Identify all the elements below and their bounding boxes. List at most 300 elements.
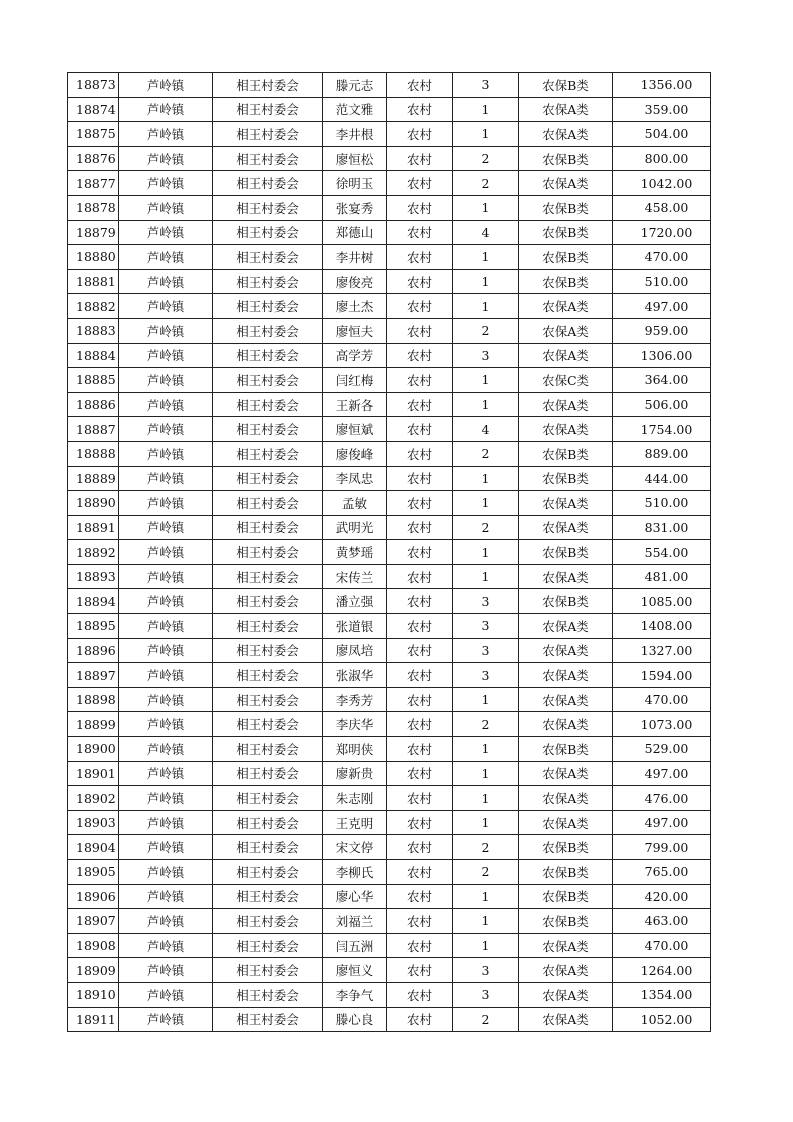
row-id-cell: 18911 — [68, 1007, 119, 1032]
town-cell: 芦岭镇 — [119, 860, 213, 885]
amount-cell: 510.00 — [613, 491, 711, 516]
household-count-cell: 1 — [453, 687, 519, 712]
amount-cell: 470.00 — [613, 687, 711, 712]
household-count-cell: 3 — [453, 982, 519, 1007]
amount-cell: 1073.00 — [613, 712, 711, 737]
town-cell: 芦岭镇 — [119, 638, 213, 663]
insurance-category-cell: 农保A类 — [519, 786, 613, 811]
amount-cell: 497.00 — [613, 294, 711, 319]
area-type-cell: 农村 — [387, 441, 453, 466]
village-committee-cell: 相王村委会 — [213, 614, 323, 639]
area-type-cell: 农村 — [387, 417, 453, 442]
household-count-cell: 3 — [453, 638, 519, 663]
household-count-cell: 1 — [453, 933, 519, 958]
row-id-cell: 18898 — [68, 687, 119, 712]
person-name-cell: 李秀芳 — [323, 687, 387, 712]
household-count-cell: 1 — [453, 786, 519, 811]
area-type-cell: 农村 — [387, 245, 453, 270]
village-committee-cell: 相王村委会 — [213, 786, 323, 811]
town-cell: 芦岭镇 — [119, 515, 213, 540]
village-committee-cell: 相王村委会 — [213, 958, 323, 983]
person-name-cell: 刘福兰 — [323, 909, 387, 934]
amount-cell: 1042.00 — [613, 171, 711, 196]
table-row — [68, 441, 711, 466]
person-name-cell: 滕元志 — [323, 73, 387, 98]
village-committee-cell: 相王村委会 — [213, 491, 323, 516]
amount-cell: 1754.00 — [613, 417, 711, 442]
table-row — [68, 638, 711, 663]
table-row — [68, 466, 711, 491]
household-count-cell: 1 — [453, 122, 519, 147]
insurance-category-cell: 农保A类 — [519, 1007, 613, 1032]
town-cell: 芦岭镇 — [119, 909, 213, 934]
town-cell: 芦岭镇 — [119, 687, 213, 712]
household-count-cell: 3 — [453, 343, 519, 368]
person-name-cell: 王新各 — [323, 392, 387, 417]
row-id-cell: 18874 — [68, 97, 119, 122]
household-count-cell: 2 — [453, 318, 519, 343]
person-name-cell: 郑德山 — [323, 220, 387, 245]
person-name-cell: 李井树 — [323, 245, 387, 270]
person-name-cell: 郑明侠 — [323, 737, 387, 762]
area-type-cell: 农村 — [387, 318, 453, 343]
table-row — [68, 318, 711, 343]
row-id-cell: 18902 — [68, 786, 119, 811]
insurance-category-cell: 农保A类 — [519, 638, 613, 663]
person-name-cell: 廖土杰 — [323, 294, 387, 319]
amount-cell: 1327.00 — [613, 638, 711, 663]
village-committee-cell: 相王村委会 — [213, 417, 323, 442]
area-type-cell: 农村 — [387, 810, 453, 835]
household-count-cell: 2 — [453, 712, 519, 737]
table-row — [68, 589, 711, 614]
area-type-cell: 农村 — [387, 220, 453, 245]
amount-cell: 504.00 — [613, 122, 711, 147]
row-id-cell: 18906 — [68, 884, 119, 909]
insurance-category-cell: 农保A类 — [519, 614, 613, 639]
amount-cell: 1052.00 — [613, 1007, 711, 1032]
area-type-cell: 农村 — [387, 761, 453, 786]
insurance-category-cell: 农保A类 — [519, 97, 613, 122]
town-cell: 芦岭镇 — [119, 294, 213, 319]
village-committee-cell: 相王村委会 — [213, 392, 323, 417]
area-type-cell: 农村 — [387, 269, 453, 294]
row-id-cell: 18883 — [68, 318, 119, 343]
table-row — [68, 417, 711, 442]
table-row — [68, 491, 711, 516]
town-cell: 芦岭镇 — [119, 441, 213, 466]
area-type-cell: 农村 — [387, 368, 453, 393]
person-name-cell: 李凤忠 — [323, 466, 387, 491]
town-cell: 芦岭镇 — [119, 540, 213, 565]
table-row — [68, 1007, 711, 1032]
village-committee-cell: 相王村委会 — [213, 515, 323, 540]
area-type-cell: 农村 — [387, 392, 453, 417]
table-row — [68, 810, 711, 835]
town-cell: 芦岭镇 — [119, 195, 213, 220]
row-id-cell: 18876 — [68, 146, 119, 171]
household-count-cell: 2 — [453, 860, 519, 885]
table-row — [68, 958, 711, 983]
area-type-cell: 农村 — [387, 294, 453, 319]
village-committee-cell: 相王村委会 — [213, 982, 323, 1007]
amount-cell: 1264.00 — [613, 958, 711, 983]
village-committee-cell: 相王村委会 — [213, 97, 323, 122]
insurance-category-cell: 农保A类 — [519, 417, 613, 442]
town-cell: 芦岭镇 — [119, 146, 213, 171]
table-row — [68, 786, 711, 811]
amount-cell: 1408.00 — [613, 614, 711, 639]
table-row — [68, 245, 711, 270]
village-committee-cell: 相王村委会 — [213, 318, 323, 343]
insurance-category-cell: 农保B类 — [519, 146, 613, 171]
insurance-category-cell: 农保A类 — [519, 663, 613, 688]
amount-cell: 799.00 — [613, 835, 711, 860]
household-count-cell: 1 — [453, 195, 519, 220]
insurance-category-cell: 农保A类 — [519, 392, 613, 417]
household-count-cell: 3 — [453, 614, 519, 639]
area-type-cell: 农村 — [387, 884, 453, 909]
household-count-cell: 1 — [453, 392, 519, 417]
person-name-cell: 张宴秀 — [323, 195, 387, 220]
household-count-cell: 3 — [453, 958, 519, 983]
amount-cell: 1356.00 — [613, 73, 711, 98]
amount-cell: 506.00 — [613, 392, 711, 417]
row-id-cell: 18894 — [68, 589, 119, 614]
area-type-cell: 农村 — [387, 933, 453, 958]
amount-cell: 831.00 — [613, 515, 711, 540]
table-row — [68, 663, 711, 688]
household-count-cell: 1 — [453, 491, 519, 516]
person-name-cell: 黄梦瑶 — [323, 540, 387, 565]
town-cell: 芦岭镇 — [119, 564, 213, 589]
row-id-cell: 18910 — [68, 982, 119, 1007]
area-type-cell: 农村 — [387, 638, 453, 663]
area-type-cell: 农村 — [387, 712, 453, 737]
row-id-cell: 18886 — [68, 392, 119, 417]
town-cell: 芦岭镇 — [119, 933, 213, 958]
amount-cell: 463.00 — [613, 909, 711, 934]
area-type-cell: 农村 — [387, 466, 453, 491]
household-count-cell: 1 — [453, 368, 519, 393]
area-type-cell: 农村 — [387, 97, 453, 122]
table-row — [68, 687, 711, 712]
person-name-cell: 高学芳 — [323, 343, 387, 368]
household-count-cell: 3 — [453, 73, 519, 98]
person-name-cell: 廖心华 — [323, 884, 387, 909]
person-name-cell: 朱志刚 — [323, 786, 387, 811]
amount-cell: 444.00 — [613, 466, 711, 491]
household-count-cell: 1 — [453, 269, 519, 294]
household-count-cell: 1 — [453, 245, 519, 270]
area-type-cell: 农村 — [387, 687, 453, 712]
insurance-category-cell: 农保A类 — [519, 933, 613, 958]
table-row — [68, 860, 711, 885]
village-committee-cell: 相王村委会 — [213, 835, 323, 860]
insurance-category-cell: 农保B类 — [519, 540, 613, 565]
row-id-cell: 18901 — [68, 761, 119, 786]
table-body — [68, 73, 711, 1032]
amount-cell: 1306.00 — [613, 343, 711, 368]
household-count-cell: 1 — [453, 540, 519, 565]
person-name-cell: 廖俊亮 — [323, 269, 387, 294]
table-row — [68, 982, 711, 1007]
village-committee-cell: 相王村委会 — [213, 171, 323, 196]
household-count-cell: 1 — [453, 810, 519, 835]
town-cell: 芦岭镇 — [119, 958, 213, 983]
area-type-cell: 农村 — [387, 195, 453, 220]
insurance-category-cell: 农保B类 — [519, 245, 613, 270]
town-cell: 芦岭镇 — [119, 368, 213, 393]
village-committee-cell: 相王村委会 — [213, 122, 323, 147]
row-id-cell: 18897 — [68, 663, 119, 688]
area-type-cell: 农村 — [387, 835, 453, 860]
village-committee-cell: 相王村委会 — [213, 737, 323, 762]
insurance-category-cell: 农保B类 — [519, 835, 613, 860]
row-id-cell: 18904 — [68, 835, 119, 860]
amount-cell: 481.00 — [613, 564, 711, 589]
area-type-cell: 农村 — [387, 146, 453, 171]
table-row — [68, 392, 711, 417]
insurance-category-cell: 农保B类 — [519, 884, 613, 909]
amount-cell: 765.00 — [613, 860, 711, 885]
table-row — [68, 73, 711, 98]
insurance-category-cell: 农保A类 — [519, 564, 613, 589]
person-name-cell: 廖凤培 — [323, 638, 387, 663]
insurance-category-cell: 农保A类 — [519, 982, 613, 1007]
insurance-category-cell: 农保B类 — [519, 220, 613, 245]
household-count-cell: 1 — [453, 564, 519, 589]
table-row — [68, 540, 711, 565]
town-cell: 芦岭镇 — [119, 663, 213, 688]
amount-cell: 1085.00 — [613, 589, 711, 614]
amount-cell: 497.00 — [613, 761, 711, 786]
row-id-cell: 18882 — [68, 294, 119, 319]
table-row — [68, 515, 711, 540]
row-id-cell: 18893 — [68, 564, 119, 589]
insurance-category-cell: 农保B类 — [519, 195, 613, 220]
village-committee-cell: 相王村委会 — [213, 860, 323, 885]
area-type-cell: 农村 — [387, 540, 453, 565]
insurance-category-cell: 农保A类 — [519, 122, 613, 147]
village-committee-cell: 相王村委会 — [213, 589, 323, 614]
area-type-cell: 农村 — [387, 171, 453, 196]
person-name-cell: 闫五洲 — [323, 933, 387, 958]
household-count-cell: 3 — [453, 663, 519, 688]
village-committee-cell: 相王村委会 — [213, 540, 323, 565]
town-cell: 芦岭镇 — [119, 884, 213, 909]
row-id-cell: 18891 — [68, 515, 119, 540]
person-name-cell: 李柳氏 — [323, 860, 387, 885]
village-committee-cell: 相王村委会 — [213, 294, 323, 319]
insurance-category-cell: 农保B类 — [519, 737, 613, 762]
area-type-cell: 农村 — [387, 491, 453, 516]
insurance-category-cell: 农保A类 — [519, 318, 613, 343]
village-committee-cell: 相王村委会 — [213, 638, 323, 663]
household-count-cell: 2 — [453, 171, 519, 196]
area-type-cell: 农村 — [387, 909, 453, 934]
town-cell: 芦岭镇 — [119, 761, 213, 786]
insurance-category-cell: 农保A类 — [519, 343, 613, 368]
amount-cell: 959.00 — [613, 318, 711, 343]
person-name-cell: 徐明玉 — [323, 171, 387, 196]
person-name-cell: 孟敏 — [323, 491, 387, 516]
row-id-cell: 18899 — [68, 712, 119, 737]
amount-cell: 1594.00 — [613, 663, 711, 688]
table-row — [68, 761, 711, 786]
amount-cell: 470.00 — [613, 933, 711, 958]
table-row — [68, 884, 711, 909]
table-row — [68, 933, 711, 958]
area-type-cell: 农村 — [387, 343, 453, 368]
area-type-cell: 农村 — [387, 958, 453, 983]
row-id-cell: 18889 — [68, 466, 119, 491]
village-committee-cell: 相王村委会 — [213, 195, 323, 220]
town-cell: 芦岭镇 — [119, 1007, 213, 1032]
household-count-cell: 4 — [453, 220, 519, 245]
village-committee-cell: 相王村委会 — [213, 73, 323, 98]
person-name-cell: 宋文停 — [323, 835, 387, 860]
amount-cell: 510.00 — [613, 269, 711, 294]
town-cell: 芦岭镇 — [119, 491, 213, 516]
insurance-category-cell: 农保A类 — [519, 294, 613, 319]
row-id-cell: 18908 — [68, 933, 119, 958]
person-name-cell: 廖新贵 — [323, 761, 387, 786]
town-cell: 芦岭镇 — [119, 220, 213, 245]
row-id-cell: 18885 — [68, 368, 119, 393]
row-id-cell: 18877 — [68, 171, 119, 196]
household-count-cell: 1 — [453, 97, 519, 122]
insurance-category-cell: 农保A类 — [519, 810, 613, 835]
person-name-cell: 李庆华 — [323, 712, 387, 737]
insurance-category-cell: 农保A类 — [519, 515, 613, 540]
amount-cell: 529.00 — [613, 737, 711, 762]
row-id-cell: 18884 — [68, 343, 119, 368]
village-committee-cell: 相王村委会 — [213, 245, 323, 270]
insurance-category-cell: 农保B类 — [519, 909, 613, 934]
area-type-cell: 农村 — [387, 786, 453, 811]
subsidy-table — [67, 72, 711, 1032]
row-id-cell: 18887 — [68, 417, 119, 442]
insurance-category-cell: 农保B类 — [519, 589, 613, 614]
town-cell: 芦岭镇 — [119, 97, 213, 122]
insurance-category-cell: 农保A类 — [519, 761, 613, 786]
row-id-cell: 18896 — [68, 638, 119, 663]
town-cell: 芦岭镇 — [119, 737, 213, 762]
row-id-cell: 18873 — [68, 73, 119, 98]
table-row — [68, 146, 711, 171]
insurance-category-cell: 农保A类 — [519, 958, 613, 983]
town-cell: 芦岭镇 — [119, 122, 213, 147]
amount-cell: 1720.00 — [613, 220, 711, 245]
person-name-cell: 廖恒斌 — [323, 417, 387, 442]
amount-cell: 420.00 — [613, 884, 711, 909]
person-name-cell: 范文雅 — [323, 97, 387, 122]
table-row — [68, 294, 711, 319]
village-committee-cell: 相王村委会 — [213, 687, 323, 712]
village-committee-cell: 相王村委会 — [213, 220, 323, 245]
area-type-cell: 农村 — [387, 73, 453, 98]
household-count-cell: 4 — [453, 417, 519, 442]
amount-cell: 554.00 — [613, 540, 711, 565]
town-cell: 芦岭镇 — [119, 73, 213, 98]
amount-cell: 470.00 — [613, 245, 711, 270]
amount-cell: 364.00 — [613, 368, 711, 393]
village-committee-cell: 相王村委会 — [213, 1007, 323, 1032]
area-type-cell: 农村 — [387, 982, 453, 1007]
area-type-cell: 农村 — [387, 737, 453, 762]
person-name-cell: 潘立强 — [323, 589, 387, 614]
row-id-cell: 18875 — [68, 122, 119, 147]
town-cell: 芦岭镇 — [119, 712, 213, 737]
person-name-cell: 廖俊峰 — [323, 441, 387, 466]
household-count-cell: 2 — [453, 441, 519, 466]
area-type-cell: 农村 — [387, 589, 453, 614]
household-count-cell: 1 — [453, 909, 519, 934]
household-count-cell: 1 — [453, 761, 519, 786]
person-name-cell: 廖恒夫 — [323, 318, 387, 343]
village-committee-cell: 相王村委会 — [213, 761, 323, 786]
village-committee-cell: 相王村委会 — [213, 909, 323, 934]
area-type-cell: 农村 — [387, 515, 453, 540]
area-type-cell: 农村 — [387, 860, 453, 885]
household-count-cell: 1 — [453, 294, 519, 319]
row-id-cell: 18890 — [68, 491, 119, 516]
town-cell: 芦岭镇 — [119, 466, 213, 491]
insurance-category-cell: 农保A类 — [519, 491, 613, 516]
town-cell: 芦岭镇 — [119, 786, 213, 811]
row-id-cell: 18892 — [68, 540, 119, 565]
insurance-category-cell: 农保C类 — [519, 368, 613, 393]
village-committee-cell: 相王村委会 — [213, 810, 323, 835]
village-committee-cell: 相王村委会 — [213, 933, 323, 958]
area-type-cell: 农村 — [387, 122, 453, 147]
person-name-cell: 廖恒松 — [323, 146, 387, 171]
amount-cell: 359.00 — [613, 97, 711, 122]
area-type-cell: 农村 — [387, 614, 453, 639]
town-cell: 芦岭镇 — [119, 614, 213, 639]
village-committee-cell: 相王村委会 — [213, 663, 323, 688]
table-row — [68, 368, 711, 393]
amount-cell: 1354.00 — [613, 982, 711, 1007]
town-cell: 芦岭镇 — [119, 810, 213, 835]
row-id-cell: 18880 — [68, 245, 119, 270]
person-name-cell: 滕心良 — [323, 1007, 387, 1032]
village-committee-cell: 相王村委会 — [213, 441, 323, 466]
town-cell: 芦岭镇 — [119, 417, 213, 442]
town-cell: 芦岭镇 — [119, 171, 213, 196]
row-id-cell: 18900 — [68, 737, 119, 762]
row-id-cell: 18909 — [68, 958, 119, 983]
person-name-cell: 廖恒义 — [323, 958, 387, 983]
row-id-cell: 18895 — [68, 614, 119, 639]
person-name-cell: 宋传兰 — [323, 564, 387, 589]
insurance-category-cell: 农保A类 — [519, 171, 613, 196]
table-row — [68, 614, 711, 639]
household-count-cell: 2 — [453, 515, 519, 540]
table-row — [68, 122, 711, 147]
town-cell: 芦岭镇 — [119, 835, 213, 860]
person-name-cell: 闫红梅 — [323, 368, 387, 393]
village-committee-cell: 相王村委会 — [213, 368, 323, 393]
table-row — [68, 195, 711, 220]
village-committee-cell: 相王村委会 — [213, 564, 323, 589]
table-row — [68, 220, 711, 245]
household-count-cell: 1 — [453, 466, 519, 491]
row-id-cell: 18905 — [68, 860, 119, 885]
person-name-cell: 王克明 — [323, 810, 387, 835]
household-count-cell: 2 — [453, 835, 519, 860]
